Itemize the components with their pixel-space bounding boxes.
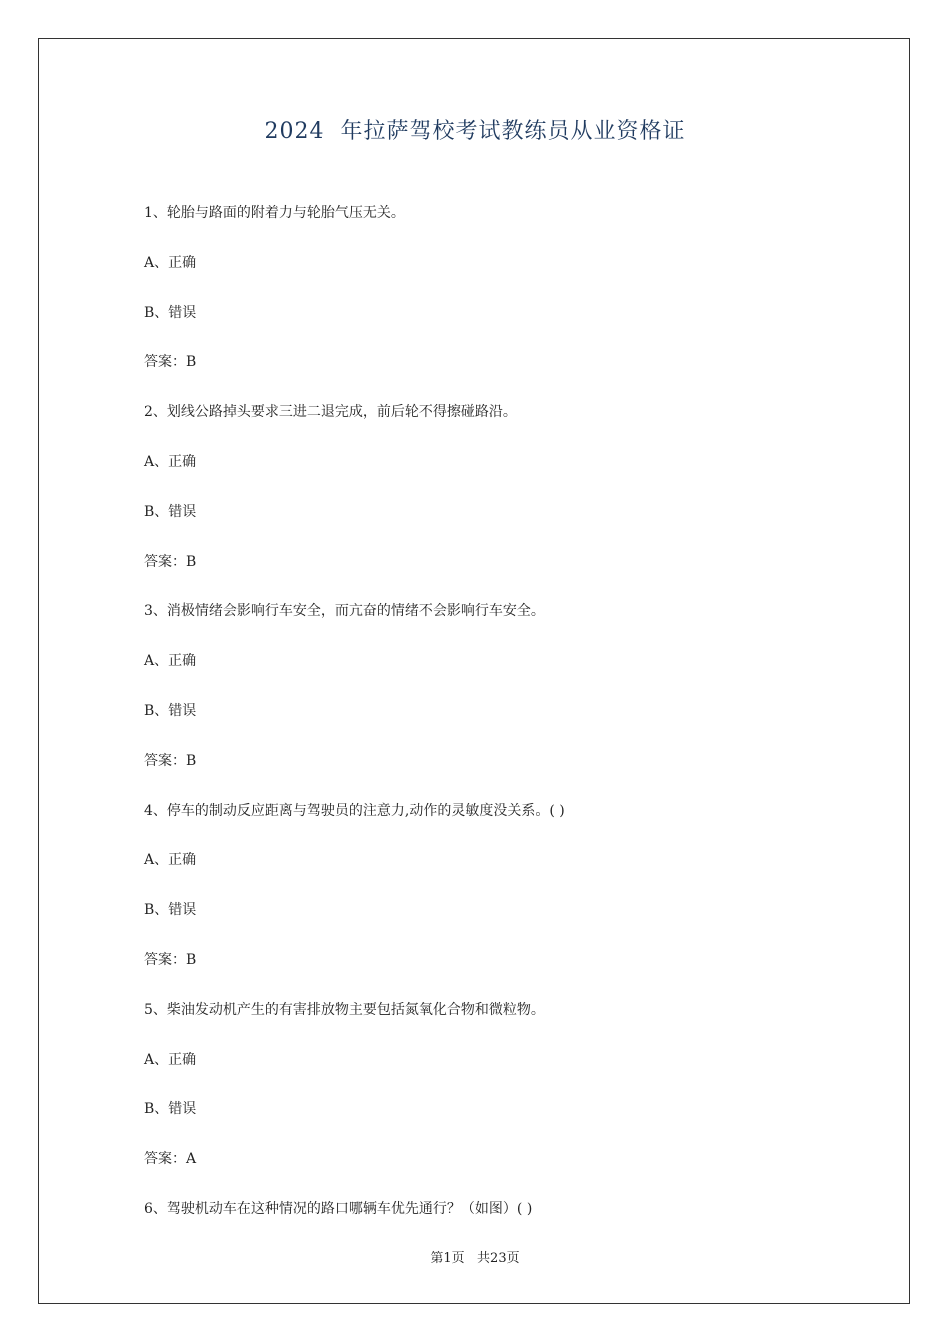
question-5 <box>144 997 864 1196</box>
question-3 <box>144 598 864 797</box>
question-stem: 2、划线公路掉头要求三进二退完成，前后轮不得擦碰路沿。 <box>144 404 517 421</box>
option-a: A、正确 <box>144 653 197 670</box>
option-a: A、正确 <box>144 1051 197 1068</box>
question-stem: 3、消极情绪会影响行车安全，而亢奋的情绪不会影响行车安全。 <box>144 603 545 620</box>
question-stem: 6、驾驶机动车在这种情况的路口哪辆车优先通行？（如图）( ) <box>144 1200 533 1217</box>
question-stem: 4、停车的制动反应距离与驾驶员的注意力,动作的灵敏度没关系。( ) <box>144 802 565 819</box>
option-b: B、错误 <box>144 702 197 719</box>
document-title: 2024 年拉萨驾校考试教练员从业资格证 <box>264 119 686 144</box>
question-stem: 1、轮胎与路面的附着力与轮胎气压无关。 <box>144 205 405 221</box>
question-1 <box>144 200 864 399</box>
page-footer: 第1页 共23页 <box>430 1251 520 1266</box>
answer: 答案：B <box>144 354 197 371</box>
answer: 答案：B <box>144 951 197 968</box>
option-b: B、错误 <box>144 304 197 321</box>
option-a: A、正确 <box>144 852 197 869</box>
answer: 答案：B <box>144 553 197 570</box>
option-b: B、错误 <box>144 902 197 919</box>
option-b: B、错误 <box>144 1101 197 1118</box>
answer: 答案：B <box>144 752 197 769</box>
answer: 答案：A <box>144 1151 197 1168</box>
option-b: B、错误 <box>144 503 197 520</box>
question-6 <box>144 1196 864 1246</box>
option-a: A、正确 <box>144 254 197 271</box>
question-2 <box>144 399 864 598</box>
question-stem: 5、柴油发动机产生的有害排放物主要包括氮氧化合物和微粒物。 <box>144 1001 545 1018</box>
question-4 <box>144 798 864 997</box>
question-list <box>144 200 864 1246</box>
option-a: A、正确 <box>144 453 197 470</box>
